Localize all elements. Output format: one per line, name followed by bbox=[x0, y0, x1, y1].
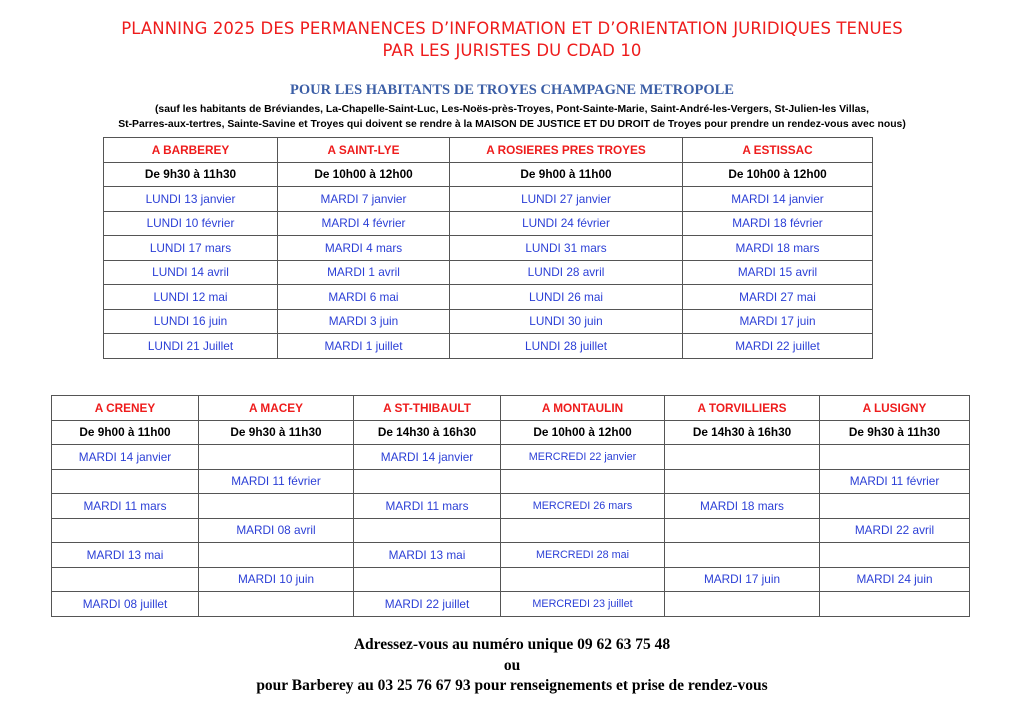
date-row-cell: MARDI 7 janvier bbox=[278, 187, 450, 212]
date-row-cell: LUNDI 30 juin bbox=[450, 309, 683, 334]
date-row-cell bbox=[665, 469, 820, 494]
date-row-cell: MARDI 6 mai bbox=[278, 285, 450, 310]
date-row-cell: MARDI 11 mars bbox=[52, 494, 199, 519]
date-row-cell bbox=[820, 543, 970, 568]
date-row-cell: MERCREDI 28 mai bbox=[501, 543, 665, 568]
date-row-cell: MARDI 22 juillet bbox=[354, 592, 501, 617]
date-row bbox=[52, 567, 970, 592]
date-row-cell: MARDI 1 juillet bbox=[278, 334, 450, 359]
date-row-cell: LUNDI 26 mai bbox=[450, 285, 683, 310]
date-row-cell: MARDI 11 février bbox=[820, 469, 970, 494]
date-row-cell: MARDI 10 juin bbox=[199, 567, 354, 592]
footer-or-line: ou bbox=[503, 657, 521, 674]
date-row-cell bbox=[820, 494, 970, 519]
date-row-cell bbox=[820, 445, 970, 470]
date-row-cell: LUNDI 12 mai bbox=[104, 285, 278, 310]
date-row-cell bbox=[665, 518, 820, 543]
date-row-cell bbox=[52, 469, 199, 494]
hours-row-cell: De 9h00 à 11h00 bbox=[52, 420, 199, 445]
footer-phone-line: Adressez-vous au numéro unique 09 62 63 75 48 bbox=[353, 636, 671, 653]
date-row-cell: MARDI 14 janvier bbox=[354, 445, 501, 470]
date-row-cell: LUNDI 31 mars bbox=[450, 236, 683, 261]
date-row-cell bbox=[52, 567, 199, 592]
hours-row-cell: De 9h30 à 11h30 bbox=[104, 162, 278, 187]
title-line-2: PAR LES JURISTES DU CDAD 10 bbox=[382, 41, 642, 60]
date-row bbox=[104, 334, 873, 359]
location-header-row-cell: A SAINT-LYE bbox=[278, 138, 450, 163]
date-row-cell bbox=[501, 469, 665, 494]
date-row bbox=[52, 543, 970, 568]
date-row-cell: LUNDI 21 Juillet bbox=[104, 334, 278, 359]
footer-barberey-line: pour Barberey au 03 25 76 67 93 pour renseignements et prise de rendez-vous bbox=[256, 677, 768, 694]
date-row-cell bbox=[199, 543, 354, 568]
date-row-cell: MERCREDI 22 janvier bbox=[501, 445, 665, 470]
location-header-row-cell: A LUSIGNY bbox=[820, 396, 970, 421]
date-row-cell: MARDI 17 juin bbox=[665, 567, 820, 592]
date-row bbox=[52, 445, 970, 470]
location-header-row-cell: A MONTAULIN bbox=[501, 396, 665, 421]
hours-row-cell: De 14h30 à 16h30 bbox=[354, 420, 501, 445]
date-row-cell bbox=[354, 518, 501, 543]
date-row-cell: MARDI 1 avril bbox=[278, 260, 450, 285]
date-row-cell: MARDI 18 février bbox=[683, 211, 873, 236]
location-header-row-cell: A ST-THIBAULT bbox=[354, 396, 501, 421]
hours-row-cell: De 9h30 à 11h30 bbox=[199, 420, 354, 445]
note-line-2: St-Parres-aux-tertres, Sainte-Savine et Troyes qui doivent se rendre à la MAISON DE JUSTICE ET DU DROIT de Troyes pour prendre un rendez-vous avec nous) bbox=[118, 119, 906, 130]
date-row-cell: MARDI 13 mai bbox=[52, 543, 199, 568]
date-row bbox=[52, 494, 970, 519]
date-row bbox=[104, 260, 873, 285]
date-row-cell: MARDI 24 juin bbox=[820, 567, 970, 592]
date-row-cell: MARDI 3 juin bbox=[278, 309, 450, 334]
date-row-cell bbox=[820, 592, 970, 617]
date-row-cell: MARDI 17 juin bbox=[683, 309, 873, 334]
date-row-cell: MARDI 18 mars bbox=[683, 236, 873, 261]
date-row-cell bbox=[52, 518, 199, 543]
date-row-cell: LUNDI 16 juin bbox=[104, 309, 278, 334]
date-row-cell bbox=[665, 592, 820, 617]
date-row bbox=[52, 518, 970, 543]
location-header-row bbox=[52, 396, 970, 421]
location-header-row-cell: A TORVILLIERS bbox=[665, 396, 820, 421]
date-row-cell bbox=[354, 469, 501, 494]
location-header-row-cell: A ROSIERES PRES TROYES bbox=[450, 138, 683, 163]
date-row-cell: LUNDI 24 février bbox=[450, 211, 683, 236]
date-row-cell: MARDI 08 avril bbox=[199, 518, 354, 543]
schedule-table-1 bbox=[103, 137, 873, 359]
hours-row-cell: De 10h00 à 12h00 bbox=[501, 420, 665, 445]
date-row-cell bbox=[199, 592, 354, 617]
date-row bbox=[104, 285, 873, 310]
date-row-cell: MARDI 08 juillet bbox=[52, 592, 199, 617]
subtitle: POUR LES HABITANTS DE TROYES CHAMPAGNE METROPOLE bbox=[290, 82, 734, 98]
date-row-cell: MARDI 4 mars bbox=[278, 236, 450, 261]
note-line-1: (sauf les habitants de Bréviandes, La-Chapelle-Saint-Luc, Les-Noës-près-Troyes, Pont-Sainte-Marie, Saint-André-les-Vergers, St-Julien-les Villas, bbox=[154, 104, 870, 115]
hours-row-cell: De 9h00 à 11h00 bbox=[450, 162, 683, 187]
date-row-cell: MARDI 11 mars bbox=[354, 494, 501, 519]
date-row-cell: LUNDI 10 février bbox=[104, 211, 278, 236]
date-row-cell: MARDI 22 juillet bbox=[683, 334, 873, 359]
location-header-row-cell: A CRENEY bbox=[52, 396, 199, 421]
exclusion-note bbox=[0, 102, 1024, 132]
date-row-cell bbox=[354, 567, 501, 592]
date-row-cell: MARDI 11 février bbox=[199, 469, 354, 494]
schedule-table-2 bbox=[51, 395, 970, 617]
hours-row-cell: De 10h00 à 12h00 bbox=[683, 162, 873, 187]
date-row bbox=[104, 236, 873, 261]
date-row-cell: MARDI 14 janvier bbox=[683, 187, 873, 212]
date-row-cell: MARDI 18 mars bbox=[665, 494, 820, 519]
location-header-row-cell: A ESTISSAC bbox=[683, 138, 873, 163]
date-row bbox=[104, 187, 873, 212]
date-row-cell: MARDI 22 avril bbox=[820, 518, 970, 543]
date-row-cell: MERCREDI 23 juillet bbox=[501, 592, 665, 617]
date-row-cell: MERCREDI 26 mars bbox=[501, 494, 665, 519]
date-row bbox=[104, 211, 873, 236]
date-row bbox=[104, 309, 873, 334]
hours-row-cell: De 9h30 à 11h30 bbox=[820, 420, 970, 445]
date-row-cell bbox=[501, 567, 665, 592]
hours-row-cell: De 14h30 à 16h30 bbox=[665, 420, 820, 445]
date-row-cell: LUNDI 28 juillet bbox=[450, 334, 683, 359]
date-row-cell: MARDI 15 avril bbox=[683, 260, 873, 285]
date-row-cell: LUNDI 28 avril bbox=[450, 260, 683, 285]
date-row bbox=[52, 592, 970, 617]
date-row-cell: MARDI 27 mai bbox=[683, 285, 873, 310]
location-header-row-cell: A BARBEREY bbox=[104, 138, 278, 163]
location-header-row bbox=[104, 138, 873, 163]
date-row-cell: LUNDI 17 mars bbox=[104, 236, 278, 261]
date-row-cell bbox=[501, 518, 665, 543]
date-row-cell: MARDI 14 janvier bbox=[52, 445, 199, 470]
date-row-cell bbox=[665, 445, 820, 470]
date-row bbox=[52, 469, 970, 494]
location-header-row-cell: A MACEY bbox=[199, 396, 354, 421]
title-line-1: PLANNING 2025 DES PERMANENCES D’INFORMATION ET D’ORIENTATION JURIDIQUES TENUES bbox=[121, 19, 903, 38]
date-row-cell bbox=[199, 445, 354, 470]
date-row-cell: MARDI 13 mai bbox=[354, 543, 501, 568]
hours-row-cell: De 10h00 à 12h00 bbox=[278, 162, 450, 187]
date-row-cell: MARDI 4 février bbox=[278, 211, 450, 236]
date-row-cell bbox=[665, 543, 820, 568]
hours-row bbox=[52, 420, 970, 445]
date-row-cell: LUNDI 13 janvier bbox=[104, 187, 278, 212]
hours-row bbox=[104, 162, 873, 187]
date-row-cell bbox=[199, 494, 354, 519]
date-row-cell: LUNDI 27 janvier bbox=[450, 187, 683, 212]
page-title bbox=[0, 18, 1024, 62]
date-row-cell: LUNDI 14 avril bbox=[104, 260, 278, 285]
